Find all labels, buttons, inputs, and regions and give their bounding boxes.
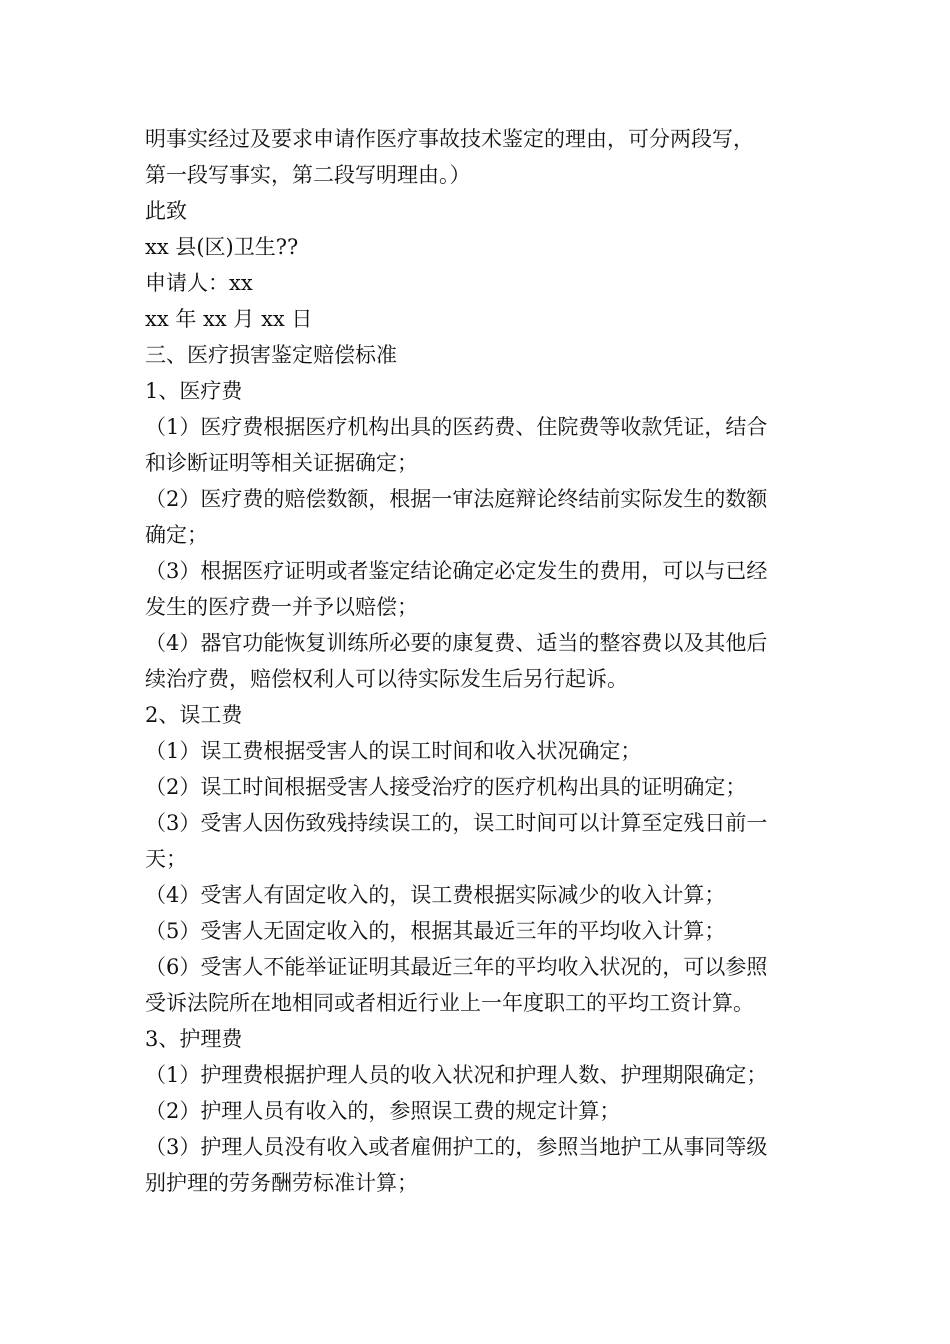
- text-line: （4）受害人有固定收入的，误工费根据实际减少的收入计算；: [145, 883, 726, 907]
- text-line: （3）护理人员没有收入或者雇佣护工的，参照当地护工从事同等级: [145, 1135, 768, 1159]
- text-line: （2）护理人员有收入的，参照误工费的规定计算；: [145, 1099, 621, 1123]
- subsection-heading: 2、误工费: [145, 703, 243, 727]
- date-line: xx 年 xx 月 xx 日: [145, 307, 313, 331]
- text-line: （1）护理费根据护理人员的收入状况和护理人数、护理期限确定；: [145, 1063, 768, 1087]
- document-body: [145, 121, 810, 1201]
- text-line: （2）误工时间根据受害人接受治疗的医疗机构出具的证明确定；: [145, 775, 747, 799]
- text-line: （6）受害人不能举证证明其最近三年的平均收入状况的，可以参照: [145, 955, 768, 979]
- recipient: xx 县(区)卫生??: [145, 235, 299, 259]
- text-line: 发生的医疗费一并予以赔偿；: [145, 595, 418, 619]
- text-line: （1）医疗费根据医疗机构出具的医药费、住院费等收款凭证，结合: [145, 415, 768, 439]
- text-line: （5）受害人无固定收入的，根据其最近三年的平均收入计算；: [145, 919, 726, 943]
- text-line: 别护理的劳务酬劳标准计算；: [145, 1171, 418, 1195]
- text-line: 第一段写事实，第二段写明理由。）: [145, 163, 471, 187]
- text-line: （1）误工费根据受害人的误工时间和收入状况确定；: [145, 739, 642, 763]
- text-line: 确定；: [145, 523, 208, 547]
- text-line: （2）医疗费的赔偿数额，根据一审法庭辩论终结前实际发生的数额: [145, 487, 768, 511]
- text-line: 明事实经过及要求申请作医疗事故技术鉴定的理由，可分两段写，: [145, 127, 754, 151]
- text-line: 受诉法院所在地相同或者相近行业上一年度职工的平均工资计算。: [145, 991, 754, 1015]
- subsection-heading: 1、医疗费: [145, 379, 243, 403]
- text-line: 天；: [145, 847, 187, 871]
- closing-salutation: 此致: [145, 199, 187, 223]
- text-line: （3）根据医疗证明或者鉴定结论确定必定发生的费用，可以与已经: [145, 559, 768, 583]
- text-line: （3）受害人因伤致残持续误工的，误工时间可以计算至定残日前一: [145, 811, 768, 835]
- text-line: （4）器官功能恢复训练所必要的康复费、适当的整容费以及其他后: [145, 631, 768, 655]
- text-line: 续治疗费，赔偿权利人可以待实际发生后另行起诉。: [145, 667, 628, 691]
- section-heading: 三、医疗损害鉴定赔偿标准: [145, 343, 397, 367]
- subsection-heading: 3、护理费: [145, 1027, 243, 1051]
- applicant-signature: 申请人：xx: [145, 271, 253, 295]
- text-line: 和诊断证明等相关证据确定；: [145, 451, 418, 475]
